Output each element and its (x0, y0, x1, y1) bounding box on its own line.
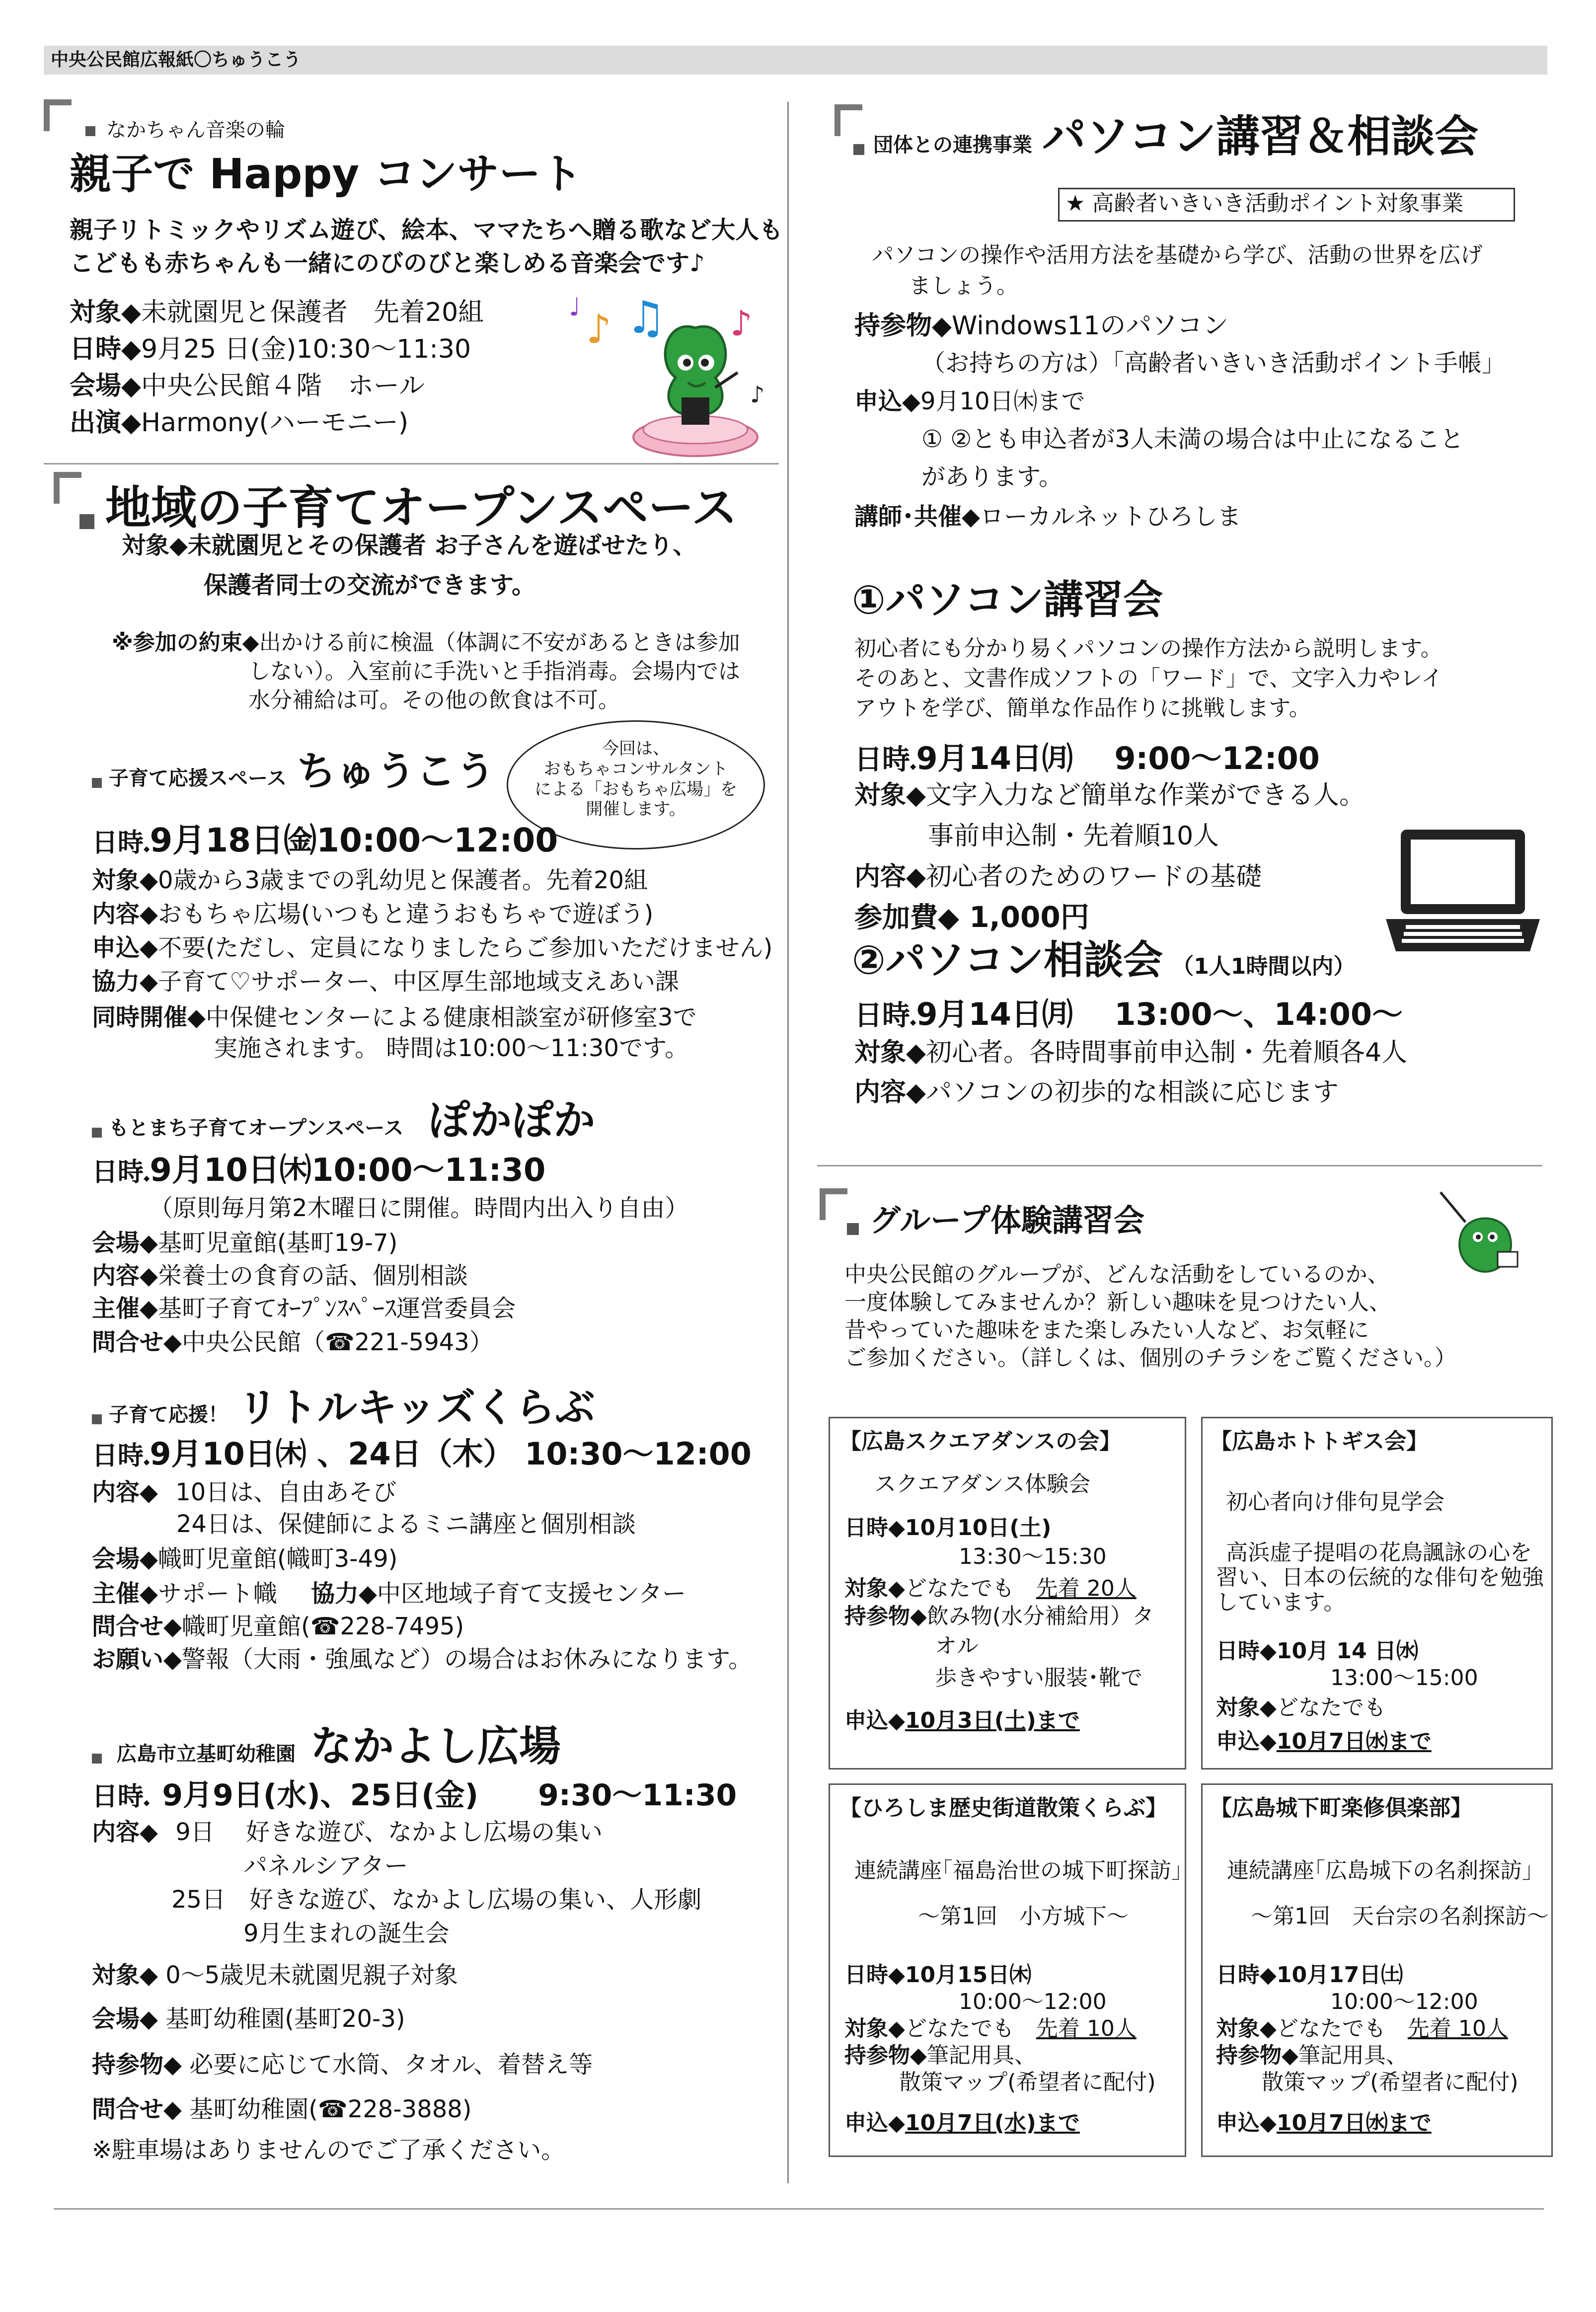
box4-time: 10:00～12:00 (1330, 1989, 1478, 2014)
box3-bring-1: 持参物◆筆記用具、 (844, 2043, 1036, 2068)
box1-bring-3: 歩きやすい服装･靴で (935, 1665, 1142, 1691)
svg-text:♪: ♪ (750, 381, 765, 408)
nakayoshi-row-contact: 問合せ◆ 基町幼稚園(☎228-3888) (92, 2095, 472, 2123)
pc-bring-2: （お持ちの方は）「高齢者いきいき活動ポイント手帳」 (921, 349, 1506, 377)
section-bracket (54, 472, 81, 504)
column-divider (787, 102, 789, 2183)
pc-course2-title-row: ②パソコン相談会 （1人1時間以内） (852, 937, 1356, 983)
pokapoka-row-host: 主催◆基町子育てｵｰﾌﾟﾝｽﾍﾟｰｽ運営委員会 (92, 1295, 516, 1322)
box2-desc-3: しています。 (1216, 1590, 1346, 1615)
box4-bring-2: 散策マップ(希望者に配付) (1262, 2070, 1519, 2095)
pc-course1-datetime: 日時◆9月14日㈪ 9:00～12:00 (854, 740, 1320, 776)
concert-row-target: 対象◆未就園児と保護者 先着20組 (70, 298, 484, 327)
chukou-row-apply: 申込◆不要(ただし、定員になりましたらご参加いただけません) (92, 934, 773, 962)
chukou-row-target: 対象◆0歳から3歳までの乳幼児と保護者。先着20組 (92, 866, 648, 894)
concert-intro-2: こどもも赤ちゃんも一緒にのびのびと楽しめる音楽会です♪ (70, 249, 705, 277)
pc-course1-desc-2: そのあと、文書作成ソフトの「ワード」で、文字入力やレイ (854, 666, 1443, 691)
chukou-speech-bubble: 今回は、 おもちゃコンサルタント による「おもちゃ広場」を 開催します。 (507, 720, 765, 849)
pc-intro-2: ましょう。 (909, 273, 1018, 299)
openspace-rules-3: 水分補給は可。その他の飲食は不可。 (248, 688, 620, 713)
pokapoka-datetime: 日時◆9月10日㈭10:00～11:30 (92, 1152, 546, 1189)
pc-course1-target-2: 事前申込制・先着順10人 (928, 821, 1219, 851)
pc-course2-target: 対象◆初心者。各時間事前申込制・先着順各4人 (854, 1038, 1408, 1068)
footer-line (54, 2208, 1544, 2210)
chukou-heading: 子育て応援スペース ちゅうこう (92, 748, 495, 795)
nakayoshi-note: ※駐車場はありませんのでご了承ください。 (92, 2136, 565, 2164)
nakayoshi-row-venue: 会場◆ 基町幼稚園(基町20-3) (92, 2005, 405, 2033)
box2-target: 対象◆どなたでも (1216, 1695, 1386, 1720)
pc-heading: 団体との連携事業 パソコン講習＆相談会 (853, 110, 1478, 163)
pc-course1-target: 対象◆文字入力など簡単な作業ができる人。 (854, 780, 1366, 810)
box4-apply: 申込◆10月7日㈬まで (1216, 2110, 1432, 2136)
box4-datetime: 日時◆10月17日㈯ (1216, 1962, 1403, 1988)
box1-subtitle: スクエアダンス体験会 (874, 1471, 1091, 1497)
mascot-music-illustration (566, 288, 780, 462)
pc-bring: 持参物◆Windows11のパソコン (854, 311, 1229, 341)
littlekids-row-venue: 会場◆幟町児童館(幟町3-49) (92, 1545, 398, 1573)
chukou-row-concurrent: 同時開催◆中保健センターによる健康相談室が研修室3で (92, 1003, 697, 1031)
mascot-pointing-illustration (1431, 1182, 1530, 1282)
group-intro-2: 一度体験してみませんか？新しい趣味を見つけたい人、 (844, 1290, 1391, 1315)
concert-row-performer: 出演◆Harmony(ハーモニー) (70, 408, 409, 438)
pokapoka-heading: もとまち子育てオープンスペース ぽかぽか (92, 1095, 595, 1146)
openspace-rules-2: しない）。入室前に手洗いと手指消毒。会場内では (248, 659, 740, 684)
pc-lecturer: 講師･共催◆ローカルネットひろしま (854, 503, 1241, 531)
box3-apply: 申込◆10月7日(水)まで (844, 2110, 1080, 2136)
concert-intro-1: 親子リトミックやリズム遊び、絵本、ママたちへ贈る歌など大人も (70, 216, 783, 244)
openspace-subtitle-1: 対象◆未就園児とその保護者 お子さんを遊ばせたり、 (122, 532, 697, 559)
svg-text:♪: ♪ (730, 303, 753, 344)
box3-time: 10:00～12:00 (959, 1989, 1107, 2014)
chukou-row-coop: 協力◆子育て♡サポーター、中区厚生部地域支えあい課 (92, 968, 680, 996)
pc-course1-desc-3: アウトを学び、簡単な作品作りに挑戦します。 (854, 695, 1311, 721)
pokapoka-note: （原則毎月第2木曜日に開催。時間内出入り自由） (149, 1194, 689, 1222)
box2-apply: 申込◆10月7日㈬まで (1216, 1729, 1432, 1754)
pc-course1-desc-1: 初心者にも分かり易くパソコンの操作方法から説明します。 (854, 636, 1443, 661)
box3-target: 対象◆どなたでも 先着 10人 (844, 2016, 1137, 2041)
pc-course2-content: 内容◆パソコンの初歩的な相談に応じます (854, 1078, 1339, 1107)
box1-bring-1: 持参物◆飲み物(水分補給用）タ (844, 1604, 1154, 1629)
group-intro-4: ご参加ください。（詳しくは、個別のチラシをご覧ください。） (844, 1345, 1456, 1371)
box4-subtitle: 連続講座｢広島城下の名刹探訪｣ (1227, 1858, 1533, 1883)
box1-title: 【広島スクエアダンスの会】 (839, 1429, 1122, 1454)
openspace-title-row: 地域の子育てオープンスペース (79, 481, 737, 536)
section-divider (817, 1165, 1542, 1166)
pc-apply-note-1: ① ②とも申込者が3人未満の場合は中止になること (921, 425, 1464, 453)
littlekids-datetime: 日時◆9月10日㈭ 、24日（木） 10:30～12:00 (92, 1436, 752, 1472)
box2-title: 【広島ホトトギス会】 (1210, 1429, 1429, 1454)
pc-course1-title: ①パソコン講習会 (852, 577, 1163, 623)
littlekids-heading: 子育て応援！ リトルキッズくらぶ (92, 1384, 595, 1432)
box3-subtitle: 連続講座｢福島治世の城下町探訪｣ (854, 1858, 1182, 1883)
littlekids-row-contact: 問合せ◆幟町児童館(☎228-7495) (92, 1613, 464, 1640)
box4-title: 【広島城下町楽修倶楽部】 (1210, 1795, 1472, 1821)
pc-badge: ★ 高齢者いきいき活動ポイント対象事業 (1065, 191, 1464, 216)
box4-target: 対象◆どなたでも 先着 10人 (1216, 2016, 1508, 2041)
nakayoshi-content-1: 内容◆ 9日 好きな遊び、なかよし広場の集い (92, 1818, 603, 1846)
group-intro-3: 昔やっていた趣味をまた楽しみたい人など、お気軽に (844, 1317, 1369, 1343)
svg-text:♫: ♫ (626, 292, 666, 344)
box3-bring-2: 散策マップ(希望者に配付) (899, 2070, 1156, 2095)
openspace-subtitle-2: 保護者同士の交流ができます。 (204, 571, 536, 599)
box2-desc-1: 高浜虚子提唱の花鳥諷詠の心を (1226, 1540, 1532, 1565)
box4-sub2: ～第1回 天台宗の名刹探訪～ (1251, 1904, 1549, 1929)
box1-datetime: 日時◆10月10日(土) (844, 1515, 1052, 1541)
littlekids-content-2: 24日は、保健師によるミニ講座と個別相談 (176, 1510, 636, 1538)
littlekids-row-host: 主催◆サポート幟 協力◆中区地域子育て支援センター (92, 1580, 686, 1608)
box4-bring-1: 持参物◆筆記用具、 (1216, 2043, 1408, 2068)
littlekids-row-request: お願い◆警報（大雨・強風など）の場合はお休みになります。 (92, 1645, 753, 1673)
openspace-rules-1: ※参加の約束◆出かける前に検温（体調に不安があるときは参加 (112, 630, 740, 655)
nakayoshi-content-3: 25日 好きな遊び、なかよし広場の集い、人形劇 (171, 1886, 702, 1914)
chukou-datetime: 日時◆9月18日㈮10:00～12:00 (92, 821, 558, 859)
nakayoshi-row-bring: 持参物◆ 必要に応じて水筒、タオル、着替え等 (92, 2051, 593, 2079)
newsletter-header: 中央公民館広報紙〇ちゅうこう (44, 46, 1547, 75)
section-bracket (820, 1188, 847, 1220)
svg-text:♪: ♪ (586, 306, 612, 352)
nakayoshi-content-2: パネルシアター (243, 1852, 408, 1880)
box3-datetime: 日時◆10月15日㈭ (844, 1962, 1032, 1988)
section-divider (44, 463, 779, 464)
box2-subtitle: 初心者向け俳句見学会 (1226, 1489, 1444, 1515)
nakayoshi-content-4: 9月生まれの誕生会 (243, 1920, 450, 1947)
nakayoshi-row-target: 対象◆ 0～5歳児未就園児親子対象 (92, 1961, 458, 1989)
chukou-row-content: 内容◆おもちゃ広場(いつもと違うおもちゃで遊ぼう) (92, 900, 654, 928)
pc-course1-content: 内容◆初心者のためのワードの基礎 (854, 862, 1262, 892)
box2-datetime: 日時◆10月 14 日㈬ (1216, 1638, 1418, 1664)
laptop-icon (1381, 820, 1545, 959)
box3-sub2: ～第1回 小方城下～ (918, 1904, 1129, 1929)
group-heading: グループ体験講習会 (847, 1202, 1144, 1239)
pc-course1-fee: 参加費◆ 1,000円 (854, 900, 1089, 934)
box2-time: 13:00～15:00 (1330, 1665, 1478, 1691)
pokapoka-row-venue: 会場◆基町児童館(基町19-7) (92, 1229, 398, 1257)
concert-title: 親子で Happy コンサート (70, 150, 583, 198)
nakayoshi-heading: 広島市立基町幼稚園 なかよし広場 (92, 1721, 561, 1772)
pc-course2-datetime: 日時◆9月14日㈪ 13:00～、14:00～ (854, 996, 1403, 1032)
pc-apply: 申込◆9月10日㈭まで (854, 387, 1085, 415)
nakayoshi-datetime: 日時◆ 9月9日(水)、25日(金) 9:30～11:30 (92, 1778, 737, 1813)
box1-time: 13:30～15:30 (959, 1544, 1107, 1569)
chukou-extra: 実施されます。 時間は10:00～11:30です。 (214, 1034, 689, 1062)
box1-target: 対象◆どなたでも 先着 20人 (844, 1576, 1137, 1601)
pc-apply-note-2: があります。 (921, 463, 1063, 491)
box3-title: 【ひろしま歴史街道散策くらぶ】 (839, 1795, 1167, 1821)
group-intro-1: 中央公民館のグループが、どんな活動をしているのか、 (844, 1262, 1389, 1287)
pokapoka-row-contact: 問合せ◆中央公民館（☎221-5943） (92, 1328, 493, 1356)
concert-row-datetime: 日時◆9月25 日(金)10:30～11:30 (70, 334, 471, 364)
concert-row-venue: 会場◆中央公民館４階 ホール (70, 371, 425, 401)
pc-intro-1: パソコンの操作や活用方法を基礎から学び、活動の世界を広げ (872, 242, 1483, 268)
section-bracket (44, 99, 72, 131)
pokapoka-row-content: 内容◆栄養士の食育の話、個別相談 (92, 1262, 468, 1290)
concert-tag: なかちゃん音楽の輪 (85, 118, 285, 142)
box1-bring-2: オル (935, 1633, 979, 1659)
box1-apply: 申込◆10月3日(土)まで (844, 1708, 1080, 1733)
svg-text:♩: ♩ (569, 293, 581, 321)
box2-desc-2: 習い、日本の伝統的な俳句を勉強 (1216, 1565, 1544, 1590)
littlekids-content-1: 内容◆ 10日は、自由あそび (92, 1478, 397, 1506)
